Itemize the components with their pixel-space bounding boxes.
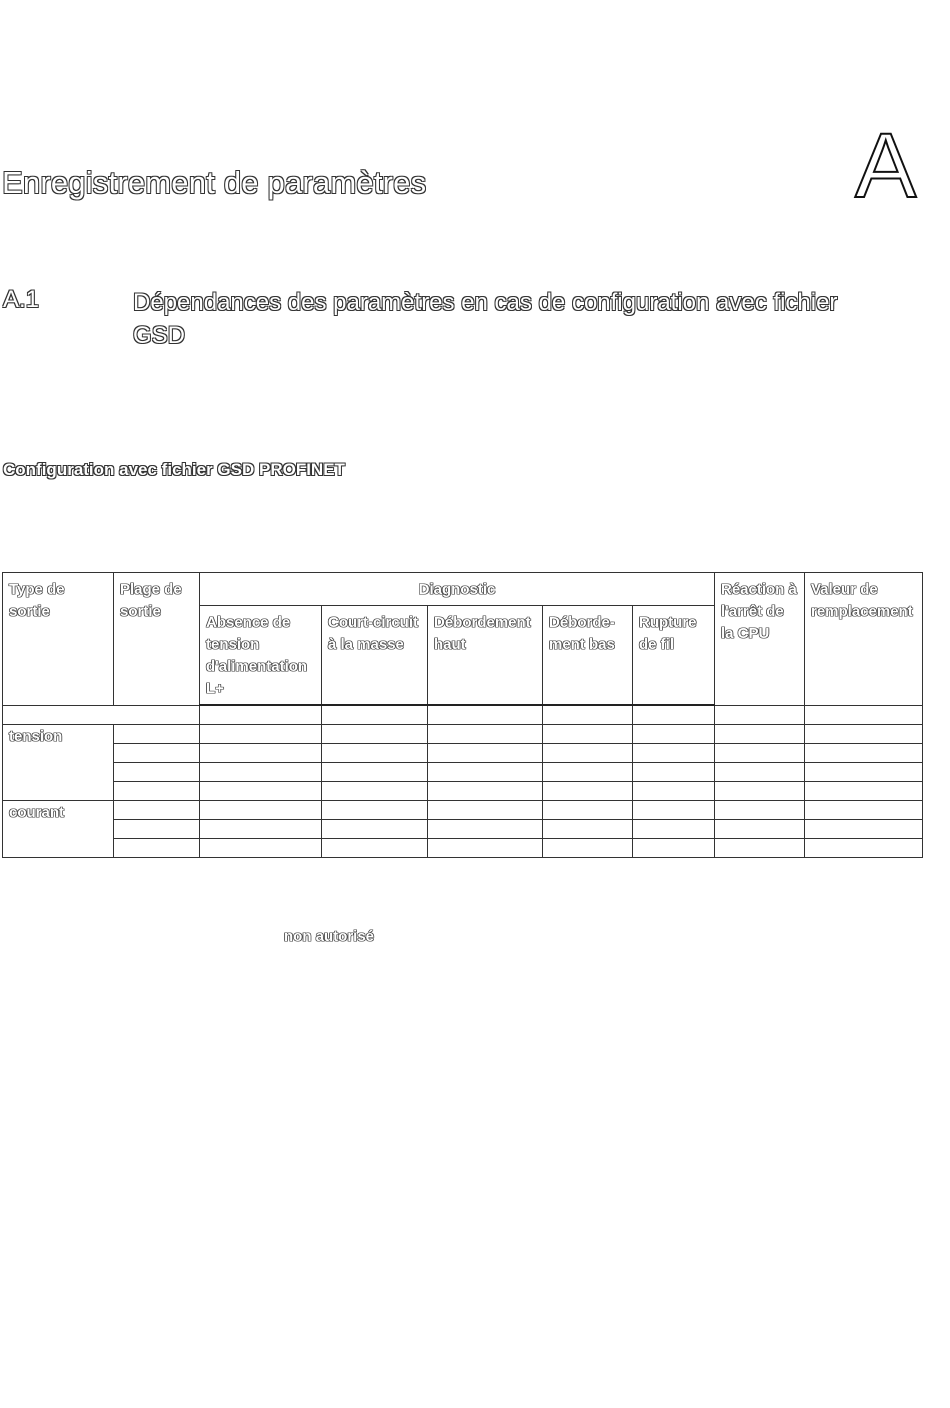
- group-current: courant: [3, 801, 114, 858]
- table-row: [3, 782, 923, 801]
- subheading: Configuration avec fichier GSD PROFINET: [3, 460, 345, 479]
- header-short-circuit: Court-circuit à la masse: [322, 606, 428, 706]
- table-row: [3, 763, 923, 782]
- section-number: A.1: [3, 286, 40, 313]
- parameter-table: [2, 572, 923, 858]
- chapter-letter: A: [855, 115, 917, 217]
- section-title: Dépendances des paramètres en cas de configuration avec fichier GSD: [133, 289, 838, 349]
- header-cpu-stop: Réaction à l'arrêt de la CPU: [715, 573, 805, 706]
- table-row: [3, 725, 923, 744]
- legend-not-allowed: non autorisé: [284, 928, 375, 945]
- header-output-range: Plage de sortie: [114, 573, 200, 706]
- chapter-title: Enregistrement de paramètres: [2, 165, 427, 200]
- header-overflow-high: Débordement haut: [428, 606, 543, 706]
- header-substitute-value: Valeur de remplacement: [805, 573, 923, 706]
- table-row: [3, 820, 923, 839]
- header-diagnostic: Diagnostic: [200, 573, 715, 606]
- table-row: [3, 744, 923, 763]
- group-voltage: tension: [3, 725, 114, 801]
- table-row: [3, 801, 923, 820]
- header-no-supply: Absence de tension d'alimentation L+: [200, 606, 322, 706]
- header-output-type: Type de sortie: [3, 573, 114, 706]
- table-row: [3, 839, 923, 858]
- header-wire-break: Rupture de fil: [633, 606, 715, 706]
- table-row: [3, 705, 923, 725]
- header-overflow-low: Déborde-ment bas: [543, 606, 633, 706]
- header-row-1: [3, 573, 923, 606]
